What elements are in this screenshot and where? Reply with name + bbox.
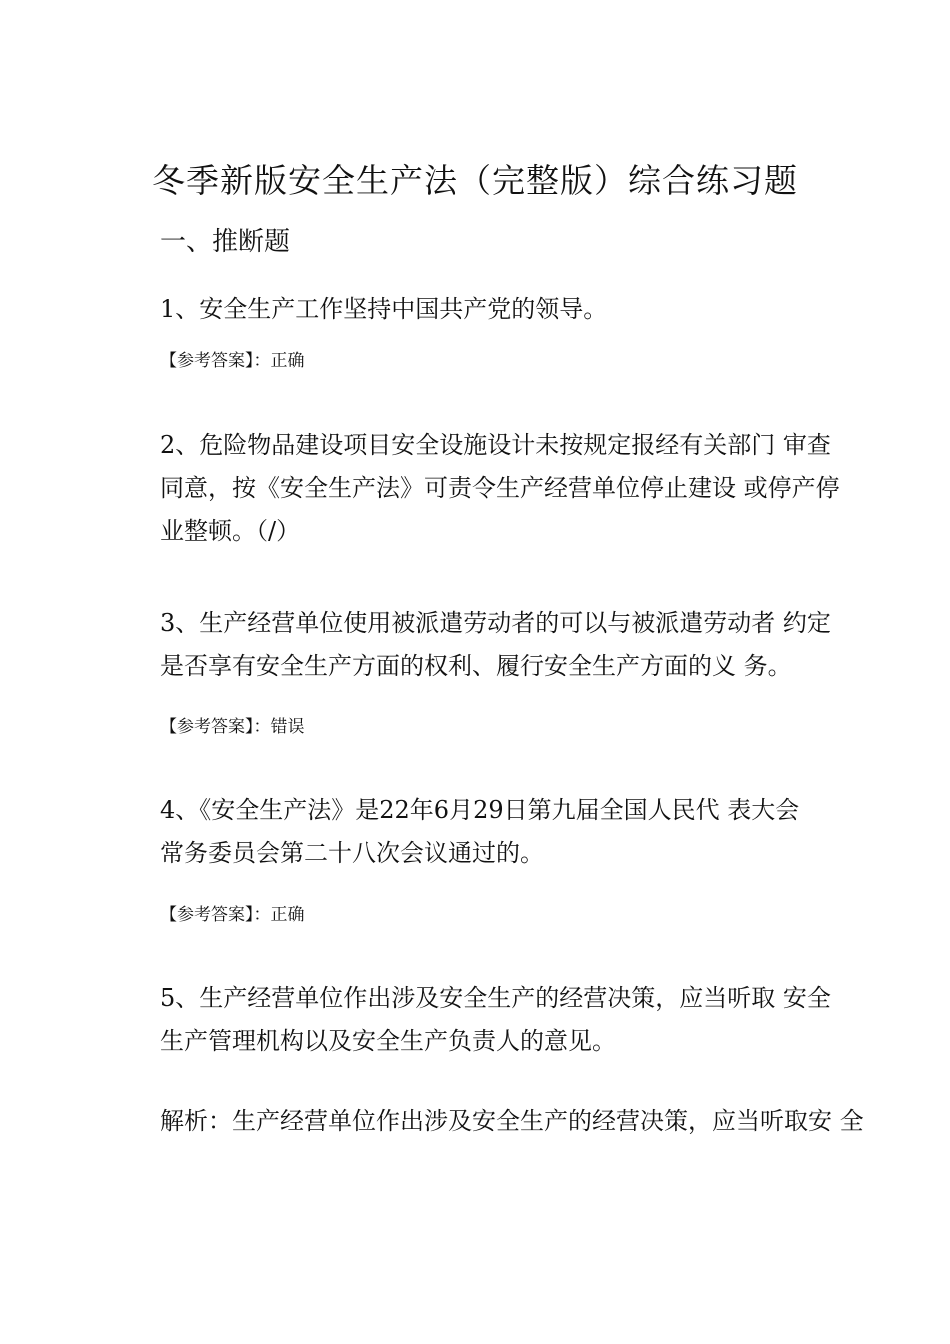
question-4 (160, 789, 880, 875)
question-5 (160, 977, 880, 1063)
question-line: 2、危险物品建设项目安全设施设计未按规定报经有关部门 审查 (160, 431, 831, 459)
answer-3: 【参考答案】：错误 (160, 717, 305, 737)
question-line: 3、生产经营单位使用被派遣劳动者的可以与被派遣劳动者 约定 (160, 609, 831, 637)
question-line: 业整顿。（/） (160, 517, 301, 545)
section-heading: 一、推断题 (160, 227, 291, 257)
answer-1: 【参考答案】：正确 (160, 351, 305, 371)
question-3 (160, 602, 880, 688)
question-line: 1、安全生产工作坚持中国共产党的领导。 (160, 295, 608, 323)
question-1 (160, 288, 880, 331)
question-2 (160, 424, 880, 553)
analysis-text (160, 1100, 880, 1143)
document-title: 冬季新版安全生产法（完整版）综合练习题 (152, 161, 798, 200)
question-line: 生产管理机构以及安全生产负责人的意见。 (160, 1027, 616, 1055)
question-line: 5、生产经营单位作出涉及安全生产的经营决策，应当听取 安全 (160, 984, 831, 1012)
question-line: 常务委员会第二十八次会议通过的。 (160, 839, 544, 867)
question-line: 4、《安全生产法》是22年6月29日第九届全国人民代 表大会 (160, 796, 800, 824)
question-line: 同意，按《安全生产法》可责令生产经营单位停止建设 或停产停 (160, 474, 840, 502)
question-line: 是否享有安全生产方面的权利、履行安全生产方面的义 务。 (160, 652, 792, 680)
answer-4: 【参考答案】：正确 (160, 905, 305, 925)
analysis-line: 解析：生产经营单位作出涉及安全生产的经营决策，应当听取安 全 (160, 1107, 864, 1135)
